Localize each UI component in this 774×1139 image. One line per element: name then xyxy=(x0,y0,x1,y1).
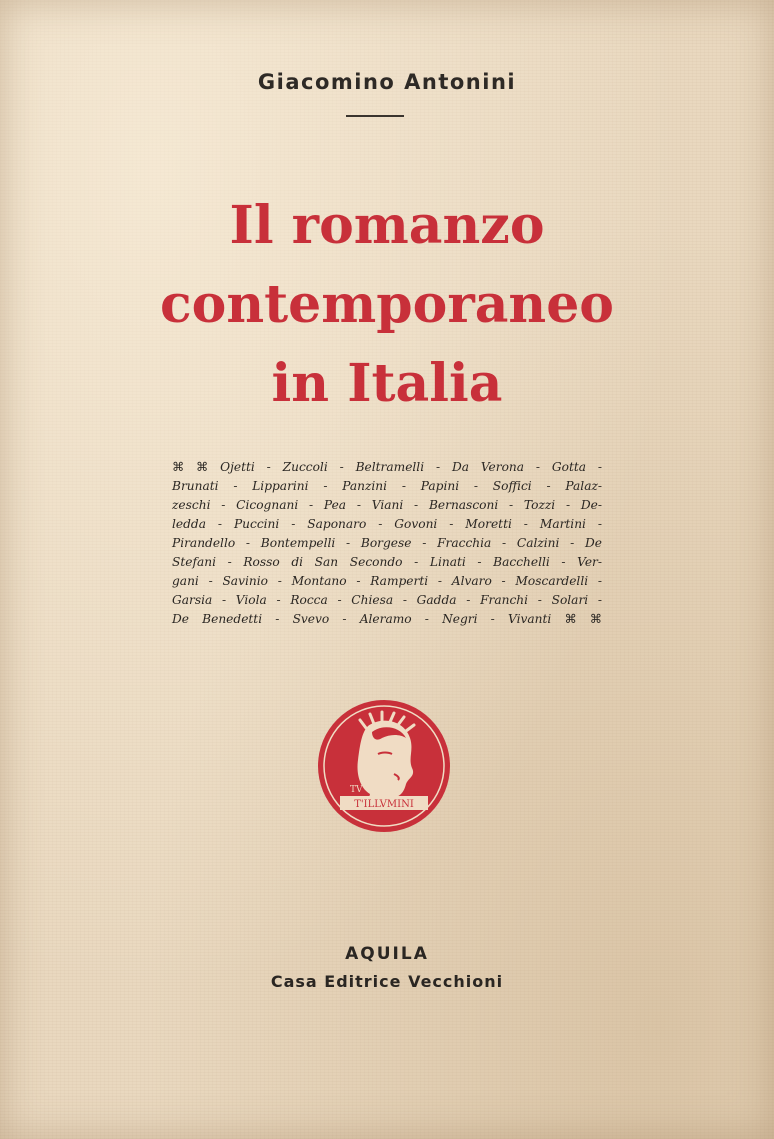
author-list-line: gani - Savinio - Montano - Ramperti - Alvaro - Moscardelli - xyxy=(172,574,602,588)
author-list-line: zeschi - Cicognani - Pea - Viani - Bernasconi - Tozzi - De- xyxy=(172,498,602,512)
author-list-line: De Benedetti - Svevo - Aleramo - Negri - Vivanti ⌘ ⌘ xyxy=(172,612,602,626)
author-list-line: Pirandello - Bontempelli - Borgese - Fracchia - Calzini - De xyxy=(172,536,602,550)
publisher-block xyxy=(0,944,774,991)
author-list-line: ⌘ ⌘ Ojetti - Zuccoli - Beltramelli - Da Verona - Gotta - xyxy=(172,460,602,474)
author-list-line: Brunati - Lipparini - Panzini - Papini - Soffici - Palaz- xyxy=(172,479,602,493)
book-title xyxy=(0,186,774,423)
author-list-line: ledda - Puccini - Saponaro - Govoni - Moretti - Martini - xyxy=(172,517,602,531)
seal-motto: T'ILLVMINI xyxy=(354,799,414,810)
author-list xyxy=(172,458,602,629)
publisher-city: AQUILA xyxy=(345,944,429,964)
title-line-2: contemporaneo xyxy=(160,274,614,335)
seal-motto-top: TV xyxy=(350,785,363,795)
title-line-1: Il romanzo xyxy=(229,195,545,256)
publisher-name: Casa Editrice Vecchioni xyxy=(270,972,504,991)
author-name: Giacomino Antonini xyxy=(257,70,517,94)
publisher-seal-emblem xyxy=(316,698,452,834)
title-line-3: in Italia xyxy=(271,353,503,414)
author-list-line: Garsia - Viola - Rocca - Chiesa - Gadda - Franchi - Solari - xyxy=(172,593,602,607)
author-list-line: Stefani - Rosso di San Secondo - Linati - Bacchelli - Ver- xyxy=(172,555,602,569)
author-divider xyxy=(346,115,404,117)
